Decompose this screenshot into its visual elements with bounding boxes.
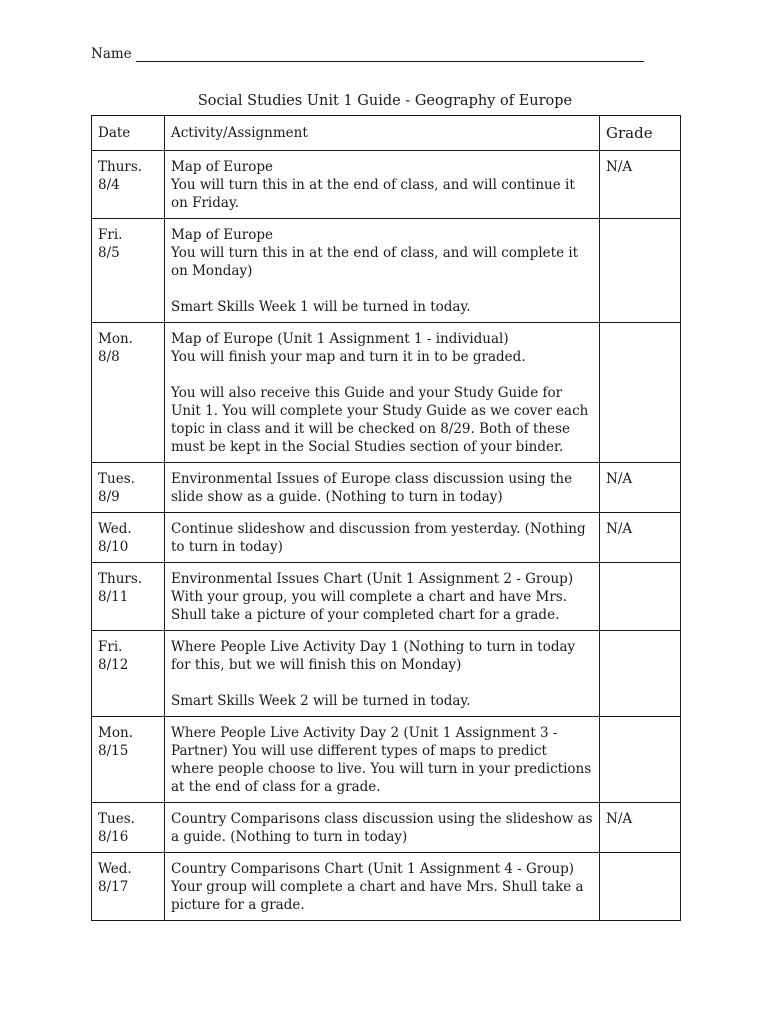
date-label: 8/4 bbox=[98, 177, 120, 193]
day-label: Thurs. bbox=[98, 159, 143, 175]
day-label: Tues. bbox=[98, 471, 135, 487]
date-cell bbox=[92, 513, 165, 563]
activity-text: Environmental Issues Chart (Unit 1 Assignment 2 - Group) With your group, you will complete a chart and have Mrs. Shull take a picture of your completed chart for a grade. bbox=[171, 571, 574, 623]
activity-cell bbox=[165, 563, 600, 631]
date-cell bbox=[92, 803, 165, 853]
table-row bbox=[92, 513, 681, 563]
grade-cell: N/A bbox=[600, 803, 681, 853]
table-row bbox=[92, 803, 681, 853]
grade-cell bbox=[600, 563, 681, 631]
activity-cell bbox=[165, 151, 600, 219]
activity-text: Country Comparisons class discussion using the slideshow as a guide. (Nothing to turn in today) bbox=[171, 811, 593, 845]
grade-cell bbox=[600, 219, 681, 323]
date-cell bbox=[92, 219, 165, 323]
table-header-row bbox=[92, 116, 681, 151]
date-label: 8/17 bbox=[98, 879, 129, 895]
grade-cell bbox=[600, 853, 681, 921]
activity-text: Country Comparisons Chart (Unit 1 Assignment 4 - Group) Your group will complete a chart and have Mrs. Shull take a picture for a grade. bbox=[171, 861, 584, 913]
table-row bbox=[92, 631, 681, 717]
grade-cell bbox=[600, 717, 681, 803]
day-label: Mon. bbox=[98, 725, 133, 741]
date-cell bbox=[92, 853, 165, 921]
day-label: Thurs. bbox=[98, 571, 143, 587]
name-blank-line[interactable] bbox=[136, 48, 644, 62]
grade-cell bbox=[600, 631, 681, 717]
date-cell bbox=[92, 151, 165, 219]
activity-text: Smart Skills Week 2 will be turned in today. bbox=[171, 693, 471, 709]
activity-cell bbox=[165, 463, 600, 513]
table-row bbox=[92, 219, 681, 323]
grade-cell: N/A bbox=[600, 151, 681, 219]
date-label: 8/12 bbox=[98, 657, 129, 673]
activity-text: Environmental Issues of Europe class discussion using the slide show as a guide. (Nothing to turn in today) bbox=[171, 471, 573, 505]
activity-cell bbox=[165, 631, 600, 717]
activity-cell bbox=[165, 853, 600, 921]
date-label: 8/8 bbox=[98, 349, 120, 365]
table-row bbox=[92, 151, 681, 219]
table-row bbox=[92, 853, 681, 921]
activity-text: You will also receive this Guide and your Study Guide for Unit 1. You will complete your Study Guide as we cover each topic in class and it will be checked on 8/29. Both of these must be kept in the Social Studies section of your binder. bbox=[171, 385, 589, 455]
date-cell bbox=[92, 563, 165, 631]
activity-text: Continue slideshow and discussion from yesterday. (Nothing to turn in today) bbox=[171, 521, 586, 555]
table-row bbox=[92, 463, 681, 513]
activity-cell bbox=[165, 513, 600, 563]
day-label: Fri. bbox=[98, 227, 123, 243]
date-label: 8/9 bbox=[98, 489, 120, 505]
date-label: 8/16 bbox=[98, 829, 129, 845]
page-title: Social Studies Unit 1 Guide - Geography of Europe bbox=[197, 93, 573, 109]
grade-cell: N/A bbox=[600, 513, 681, 563]
table-row bbox=[92, 563, 681, 631]
activity-text: Map of Europe You will turn this in at the end of class, and will continue it on Friday. bbox=[171, 159, 575, 211]
table-row bbox=[92, 717, 681, 803]
activity-cell bbox=[165, 717, 600, 803]
date-label: 8/15 bbox=[98, 743, 129, 759]
activity-text: Smart Skills Week 1 will be turned in today. bbox=[171, 299, 471, 315]
date-cell bbox=[92, 631, 165, 717]
day-label: Wed. bbox=[98, 521, 132, 537]
activity-cell bbox=[165, 219, 600, 323]
date-label: 8/5 bbox=[98, 245, 120, 261]
column-header-activity: Activity/Assignment bbox=[165, 116, 600, 151]
activity-cell bbox=[165, 803, 600, 853]
activity-text: Where People Live Activity Day 1 (Nothing to turn in today for this, but we will finish this on Monday) bbox=[171, 639, 576, 673]
grade-cell: N/A bbox=[600, 463, 681, 513]
assignment-table bbox=[91, 115, 681, 921]
day-label: Tues. bbox=[98, 811, 135, 827]
activity-text: Where People Live Activity Day 2 (Unit 1 Assignment 3 - Partner) You will use different types of maps to predict where people choose to live. You will turn in your predictions at the end of class for a grade. bbox=[171, 725, 592, 795]
date-cell bbox=[92, 323, 165, 463]
date-cell bbox=[92, 717, 165, 803]
date-label: 8/10 bbox=[98, 539, 129, 555]
day-label: Wed. bbox=[98, 861, 132, 877]
column-header-grade: Grade bbox=[600, 116, 681, 151]
grade-cell bbox=[600, 323, 681, 463]
activity-text: Map of Europe You will turn this in at the end of class, and will complete it on Monday) bbox=[171, 227, 579, 279]
day-label: Mon. bbox=[98, 331, 133, 347]
activity-text: Map of Europe (Unit 1 Assignment 1 - individual) You will finish your map and turn it in to be graded. bbox=[171, 331, 526, 365]
day-label: Fri. bbox=[98, 639, 123, 655]
date-cell bbox=[92, 463, 165, 513]
table-row bbox=[92, 323, 681, 463]
name-field bbox=[91, 46, 644, 62]
column-header-date: Date bbox=[92, 116, 165, 151]
activity-cell bbox=[165, 323, 600, 463]
date-label: 8/11 bbox=[98, 589, 129, 605]
name-label: Name bbox=[91, 46, 132, 62]
